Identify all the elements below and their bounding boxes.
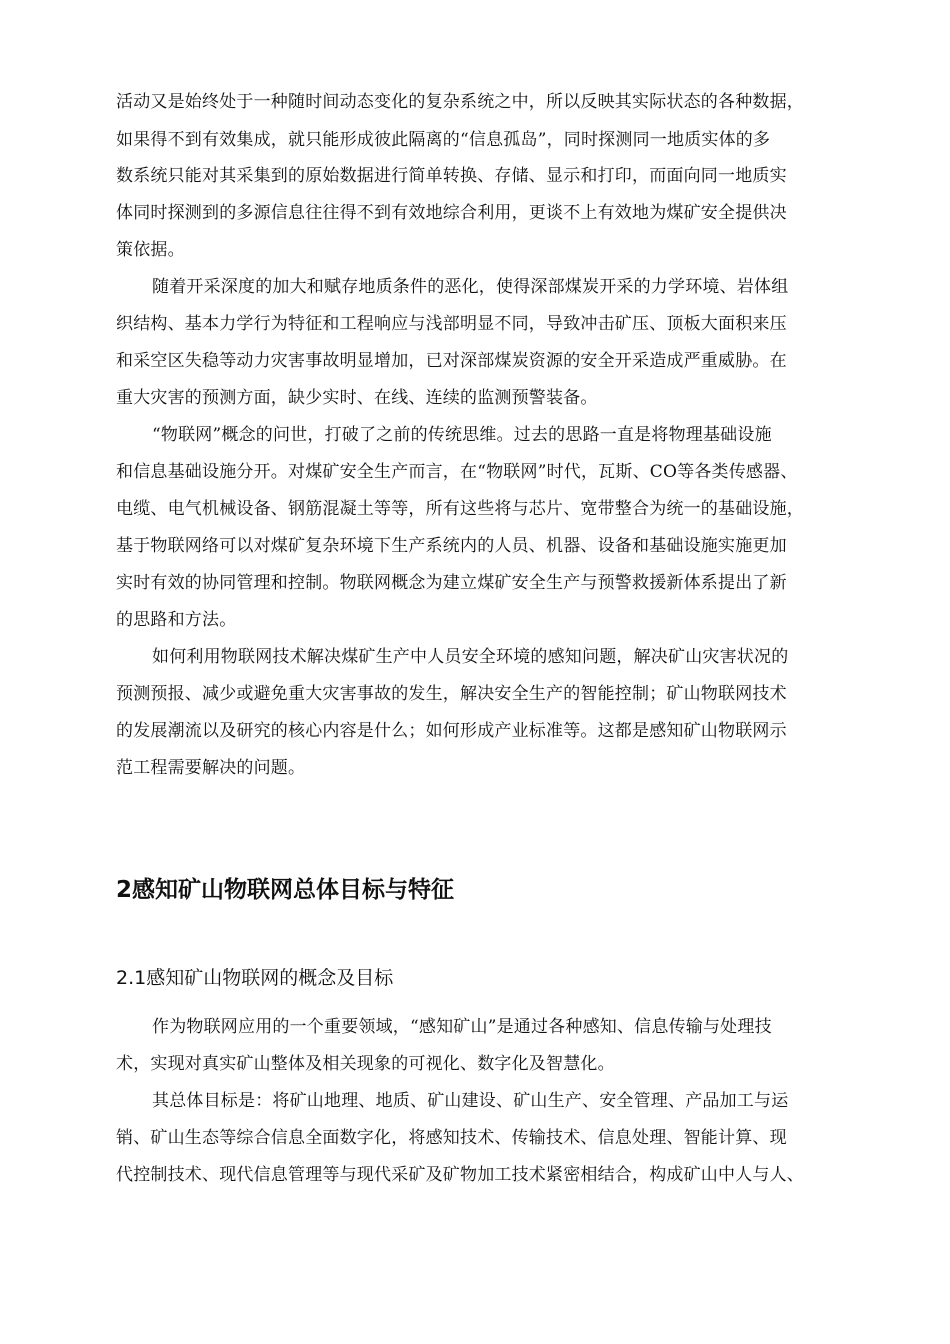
paragraph-6-line-2: 销、矿山生态等综合信息全面数字化，将感知技术、传输技术、信息处理、智能计算、现 [116,1128,787,1148]
paragraph-3-line-6: 的思路和方法。 [116,610,237,630]
paragraph-3-line-4: 基于物联网络可以对煤矿复杂环境下生产系统内的人员、机器、设备和基础设施实施更加 [116,536,787,556]
paragraph-5-line-1: 作为物联网应用的一个重要领域，“感知矿山”是通过各种感知、信息传输与处理技 [152,1017,772,1037]
paragraph-3-line-1: “物联网”概念的问世，打破了之前的传统思维。过去的思路一直是将物理基础设施 [152,425,772,445]
paragraph-1-line-5: 策依据。 [116,240,185,260]
section-heading: 2感知矿山物联网总体目标与特征 [116,877,455,903]
subsection-heading: 2.1感知矿山物联网的概念及目标 [116,967,394,989]
paragraph-2-line-2: 织结构、基本力学行为特征和工程响应与浅部明显不同，导致冲击矿压、顶板大面积来压 [116,314,787,334]
paragraph-2-line-1: 随着开采深度的加大和赋存地质条件的恶化，使得深部煤炭开采的力学环境、岩体组 [152,277,789,297]
paragraph-6-line-1: 其总体目标是：将矿山地理、地质、矿山建设、矿山生产、安全管理、产品加工与运 [152,1091,789,1111]
paragraph-1-line-3: 数系统只能对其采集到的原始数据进行简单转换、存储、显示和打印，而面向同一地质实 [116,166,787,186]
paragraph-3-line-5: 实时有效的协同管理和控制。物联网概念为建立煤矿安全生产与预警救援新体系提出了新 [116,573,787,593]
paragraph-2-line-3: 和采空区失稳等动力灾害事故明显增加，已对深部煤炭资源的安全开采造成严重威胁。在 [116,351,787,371]
paragraph-6-line-3: 代控制技术、现代信息管理等与现代采矿及矿物加工技术紧密相结合，构成矿山中人与人、 [116,1165,804,1185]
paragraph-1-line-1: 活动又是始终处于一种随时间动态变化的复杂系统之中，所以反映其实际状态的各种数据， [116,92,804,112]
paragraph-1-line-4: 体同时探测到的多源信息往往得不到有效地综合利用，更谈不上有效地为煤矿安全提供决 [116,203,787,223]
paragraph-4-line-3: 的发展潮流以及研究的核心内容是什么；如何形成产业标准等。这都是感知矿山物联网示 [116,721,787,741]
paragraph-1-line-2: 如果得不到有效集成，就只能形成彼此隔离的“信息孤岛”，同时探测同一地质实体的多 [116,130,771,150]
paragraph-3-line-3: 电缆、电气机械设备、钢筋混凝土等等，所有这些将与芯片、宽带整合为统一的基础设施， [116,499,804,519]
paragraph-4-line-1: 如何利用物联网技术解决煤矿生产中人员安全环境的感知问题，解决矿山灾害状况的 [152,647,789,667]
paragraph-4-line-2: 预测预报、减少或避免重大灾害事故的发生，解决安全生产的智能控制；矿山物联网技术 [116,684,787,704]
paragraph-5-line-2: 术，实现对真实矿山整体及相关现象的可视化、数字化及智慧化。 [116,1054,615,1074]
paragraph-3-line-2: 和信息基础设施分开。对煤矿安全生产而言，在“物联网”时代，瓦斯、CO等各类传感器、 [116,462,798,482]
paragraph-2-line-4: 重大灾害的预测方面，缺少实时、在线、连续的监测预警装备。 [116,388,598,408]
paragraph-4-line-4: 范工程需要解决的问题。 [116,758,306,778]
